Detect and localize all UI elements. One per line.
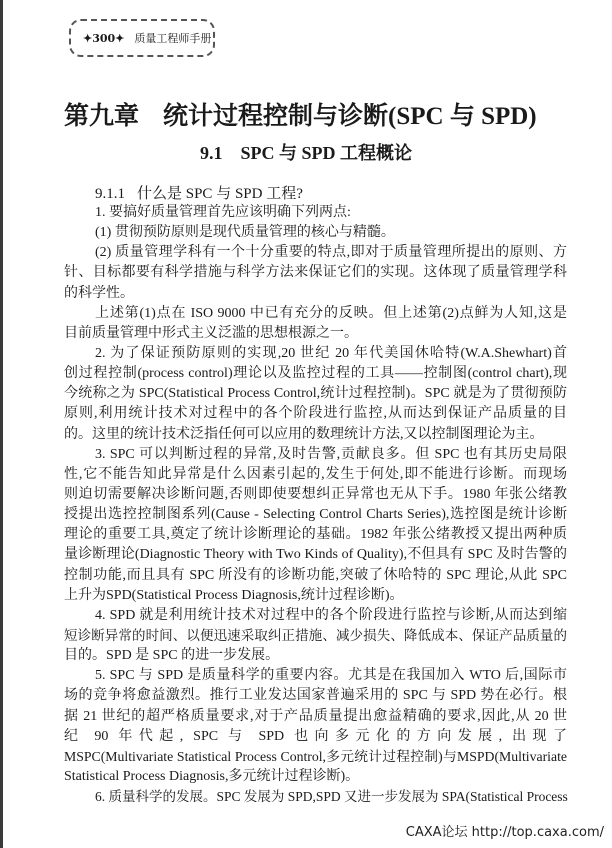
- running-head: [69, 19, 215, 57]
- section-title: SPC 与 SPD 工程概论: [240, 143, 412, 163]
- text-line: 短诊断异常的时间、以便迅速采取纠正措施、减少损失、降低成本、保证产品质量的: [64, 627, 567, 643]
- text-line: 原则,利用统计技术对过程中的各个阶段进行监控,从而达到保证产品质量的目: [64, 406, 567, 422]
- subsection-number: 9.1.1: [95, 186, 125, 202]
- watermark: CAXA论坛 http://top.caxa.com/: [405, 825, 604, 840]
- text-line: 今统称之为 SPC(Statistical Process Control,统计过程控制)。SPC 就是为了贯彻预防: [64, 386, 567, 402]
- chapter-number: 第九章: [64, 103, 140, 130]
- text-line: 上升为SPD(Statistical Process Diagnosis,统计过程诊断)。: [64, 587, 404, 603]
- body-text: [64, 203, 567, 807]
- text-line: 控制功能,而且具有 SPC 所没有的诊断功能,突破了休哈特的 SPC 理论,从此 SPC: [64, 567, 567, 583]
- text-line: Statistical Process Diagnosis,多元统计过程诊断)。: [64, 768, 360, 784]
- chapter-title: [64, 96, 569, 132]
- text-line: 的科学性。: [64, 285, 134, 301]
- subsection-title: 什么是 SPC 与 SPD 工程?: [137, 186, 303, 202]
- text-line: 目的。SPD 是 SPC 的进一步发展。: [64, 648, 280, 664]
- text-line: (1) 贯彻预防原则是现代质量管理的核心与精髓。: [95, 225, 395, 241]
- text-line: 创过程控制(process control)理论以及监控过程的工具——控制图(control chart),现: [64, 366, 567, 382]
- text-line: 的。这里的统计技术泛指任何可以应用的数理统计方法,又以控制图理论为主。: [64, 426, 544, 442]
- text-line: 4. SPD 就是利用统计技术对过程中的各个阶段进行监控与诊断,从而达到缩: [95, 607, 567, 623]
- text-line: 量诊断理论(Diagnostic Theory with Two Kinds of Quality),不但具有 SPC 及时告警的: [64, 547, 567, 563]
- text-line: 5. SPC 与 SPD 是质量科学的重要内容。尤其是在我国加入 WTO 后,国际市: [95, 668, 567, 684]
- text-line: 针、目标都要有科学措施与科学方法来保证它们的实现。这体现了质量管理学科: [64, 265, 567, 281]
- text-line: 目前质量管理中形式主义泛滥的思想根源之一。: [64, 325, 358, 341]
- text-line: 性,它不能告知此异常是什么因素引起的,发生于何处,即不能进行诊断。而现场: [64, 466, 567, 482]
- text-line: 场的竞争将愈益激烈。推行工业发达国家普遍采用的 SPC 与 SPD 势在必行。根: [64, 688, 567, 704]
- page-number: ✦300✦: [83, 31, 125, 45]
- text-line: 上述第(1)点在 ISO 9000 中已有充分的反映。但上述第(2)点鲜为人知,这是: [95, 305, 567, 321]
- text-line: 2. 为了保证预防原则的实现,20 世纪 20 年代美国休哈特(W.A.Shewhart)首: [95, 345, 567, 361]
- text-line: 授提出选控控制图系列(Cause - Selecting Control Charts Series),选控图是统计诊断: [64, 507, 567, 523]
- text-line: 据 21 世纪的超严格质量要求,对于产品质量提出愈益精确的要求,因此,从 20 世: [64, 708, 567, 724]
- scan-edge: [0, 0, 3, 848]
- section-heading: [0, 139, 612, 165]
- text-line: 3. SPC 可以判断过程的异常,及时告警,贡献良多。但 SPC 也有其历史局限: [95, 446, 567, 462]
- subsection-heading: [95, 182, 303, 203]
- text-line: 6. 质量科学的发展。SPC 发展为 SPD,SPD 又进一步发展为 SPA(Statistical Process: [95, 789, 568, 805]
- book-title: 质量工程师手册: [134, 32, 212, 45]
- text-line: MSPC(Multivariate Statistical Process Control,多元统计过程控制)与MSPD(Multivariate: [64, 748, 567, 764]
- text-line: 则迫切需要解决诊断问题,否则即使要想纠正异常也无从下手。1980 年张公绪教: [64, 486, 567, 502]
- chapter-name: 统计过程控制与诊断(SPC 与 SPD): [163, 103, 537, 130]
- text-line: 纪 90 年代起, SPC 与 SPD 也向多元化的方向发展, 出现了: [64, 728, 567, 744]
- section-number: 9.1: [199, 143, 223, 163]
- text-line: 1. 要搞好质量管理首先应该明确下列两点:: [95, 205, 351, 220]
- text-line: (2) 质量管理学科有一个十分重要的特点,即对于质量管理所提出的原则、方: [95, 245, 567, 261]
- text-line: 理论的重要工具,奠定了统计诊断理论的基础。1982 年张公绪教授又提出两种质: [64, 527, 567, 543]
